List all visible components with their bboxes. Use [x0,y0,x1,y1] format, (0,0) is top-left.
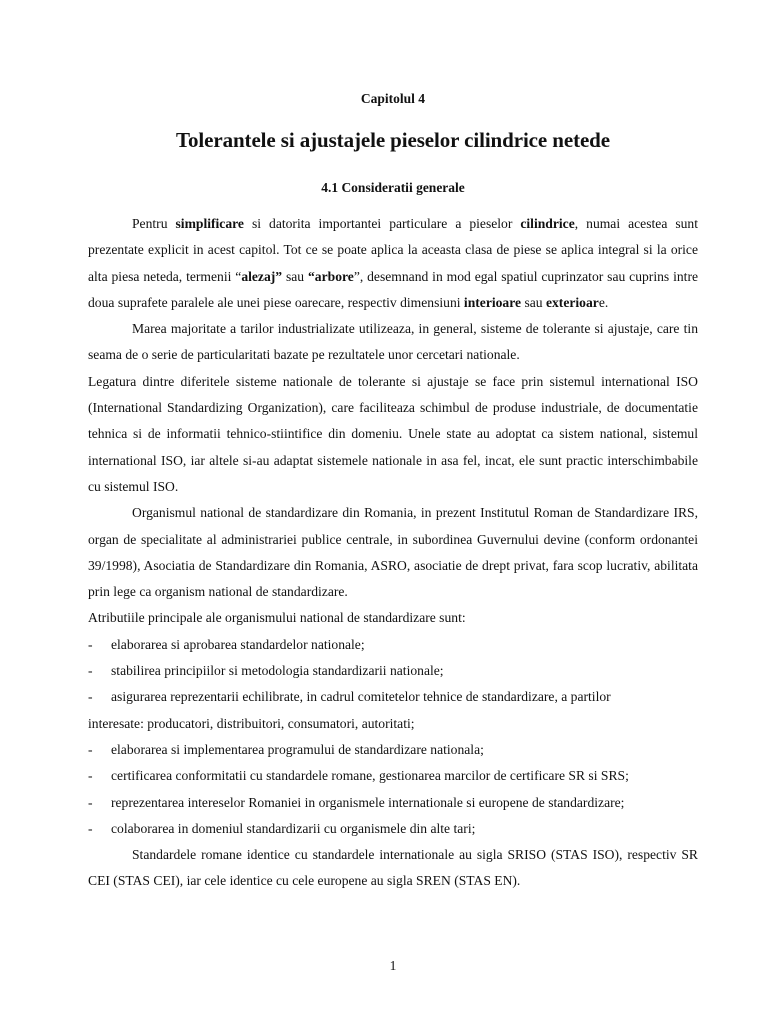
list-item: - reprezentarea intereselor Romaniei in organismele internationale si europene de standardizare; [88,794,625,810]
paragraph-2: Marea majoritate a tarilor industrializate utilizeaza, in general, sisteme de tolerante si ajustaje, care tin seama de o serie de particularitati bazate pe rezultatele unor cercetari nationale. [88,321,698,363]
paragraph-4: Organismul national de standardizare din Romania, in prezent Institutul Roman de Standardizare IRS, organ de specialitate al administrariei publice centrale, in subordinea Guvernului devine (conform ordonantei 39/1998), Asociatia de Standardizare din Romania, ASRO, asociatie de drept privat, fara scop lucrativ, abilitata prin lege ca organism national de standardizare. [88,505,698,600]
page-number: 1 [389,958,397,973]
paragraph-5: Atributiile principale ale organismului national de standardizare sunt: [88,610,466,626]
chapter-title: Tolerantele si ajustajele pieselor cilindrice netede [176,128,610,152]
body-text [88,211,698,895]
list-item-continuation: interesate: producatori, distribuitori, consumatori, autoritati; [88,715,415,731]
list-item: - elaborarea si aprobarea standardelor nationale; [88,636,365,652]
paragraph-6: Standardele romane identice cu standardele internationale au sigla SRISO (STAS ISO), respectiv SR CEI (STAS CEI), iar cele identice cu cele europene au sigla SREN (STAS EN). [88,847,698,889]
list-item: - stabilirea principiilor si metodologia standardizarii nationale; [88,663,444,679]
paragraph-1: Pentru simplificare si datorita importantei particulare a pieselor cilindrice, numai acestea sunt prezentate explicit in acest capitol. Tot ce se poate aplica la aceasta clasa de piese se aplica integral si la orice alta piesa neteda, termenii “alezaj” sau “arbore”, desemnand in mod egal spatiul cuprinzator sau cuprins intre doua suprafete paralele ale unei piese oarecare, respectiv dimensiuni interioare sau exterioare. [88,216,699,310]
list-item: - elaborarea si implementarea programului de standardizare nationala; [88,741,484,757]
section-heading: 4.1 Consideratii generale [321,180,465,195]
list-item: - colaborarea in domeniul standardizarii cu organismele din alte tari; [88,820,476,836]
list-item: - asigurarea reprezentarii echilibrate, in cadrul comitetelor tehnice de standardizare, a partilor [88,689,611,705]
list-item: - certificarea conformitatii cu standardele romane, gestionarea marcilor de certificare SR si SRS; [88,768,629,784]
chapter-heading: Capitolul 4 [360,91,426,106]
paragraph-3: Legatura dintre diferitele sisteme nationale de tolerante si ajustaje se face prin sistemul international ISO (International Standardizing Organization), care faciliteaza schimbul de produse industriale, de documentatie tehnica si de informatii tehnico-stiintifice din domeniu. Unele state au adoptat ca sistem national, sistemul international ISO, iar altele si-au adaptat sistemele nationale in asa fel, incat, ele sunt practic interschimbabile cu sistemul ISO. [88,373,698,494]
